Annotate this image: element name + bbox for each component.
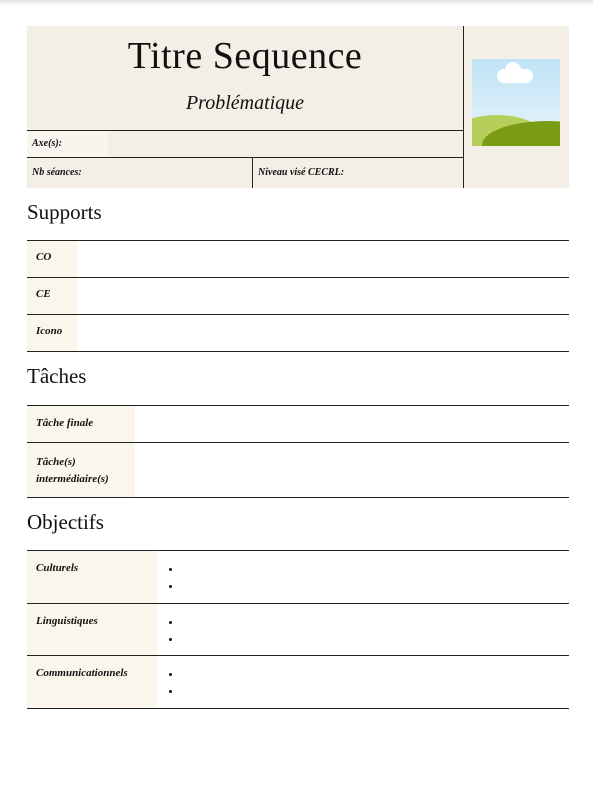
row-label-line: Tâche(s) (36, 456, 76, 468)
bullet-list (162, 613, 569, 647)
row-label: CO (27, 241, 77, 277)
table-row (27, 278, 569, 315)
row-content[interactable] (135, 406, 569, 442)
row-label: Culturels (27, 551, 157, 603)
divider (27, 130, 463, 131)
taches-table (27, 405, 569, 498)
row-content[interactable] (157, 604, 569, 655)
table-row (27, 241, 569, 278)
nb-seances-label: Nb séances: (32, 167, 82, 178)
row-content[interactable] (77, 315, 569, 351)
bullet-list (162, 560, 569, 594)
taches-heading: Tâches (27, 364, 87, 388)
list-item[interactable] (182, 560, 569, 577)
list-item[interactable] (182, 682, 569, 699)
objectifs-heading: Objectifs (27, 510, 104, 534)
list-item[interactable] (182, 630, 569, 647)
row-label: Communicationnels (27, 656, 157, 708)
row-label: Linguistiques (27, 604, 157, 655)
sequence-header (27, 26, 569, 188)
row-label: Icono (27, 315, 77, 351)
table-row (27, 406, 569, 443)
table-row (27, 443, 569, 498)
row-content[interactable] (157, 656, 569, 708)
row-content[interactable] (157, 551, 569, 603)
list-item[interactable] (182, 577, 569, 594)
supports-heading: Supports (27, 200, 102, 224)
row-label: CE (27, 278, 77, 314)
table-row (27, 604, 569, 656)
top-shadow (0, 0, 593, 6)
objectifs-table (27, 550, 569, 709)
row-content[interactable] (77, 241, 569, 277)
axe-label: Axe(s): (32, 138, 62, 149)
row-label (27, 443, 135, 497)
row-content[interactable] (135, 443, 569, 497)
row-content[interactable] (77, 278, 569, 314)
table-row (27, 656, 569, 709)
page-title: Titre Sequence (127, 35, 363, 77)
row-label-line: intermédiaire(s) (36, 473, 109, 485)
niveau-cecrl-label: Niveau visé CECRL: (258, 167, 345, 178)
divider (463, 26, 464, 188)
list-item[interactable] (182, 613, 569, 630)
row-label: Tâche finale (27, 406, 135, 442)
problematique-text: Problématique (185, 92, 305, 114)
table-row (27, 315, 569, 352)
list-item[interactable] (182, 665, 569, 682)
table-row (27, 551, 569, 604)
landscape-image-placeholder (472, 59, 560, 146)
divider (252, 158, 253, 188)
divider (27, 157, 463, 158)
supports-table (27, 240, 569, 352)
cloud-icon (497, 69, 533, 83)
bullet-list (162, 665, 569, 699)
